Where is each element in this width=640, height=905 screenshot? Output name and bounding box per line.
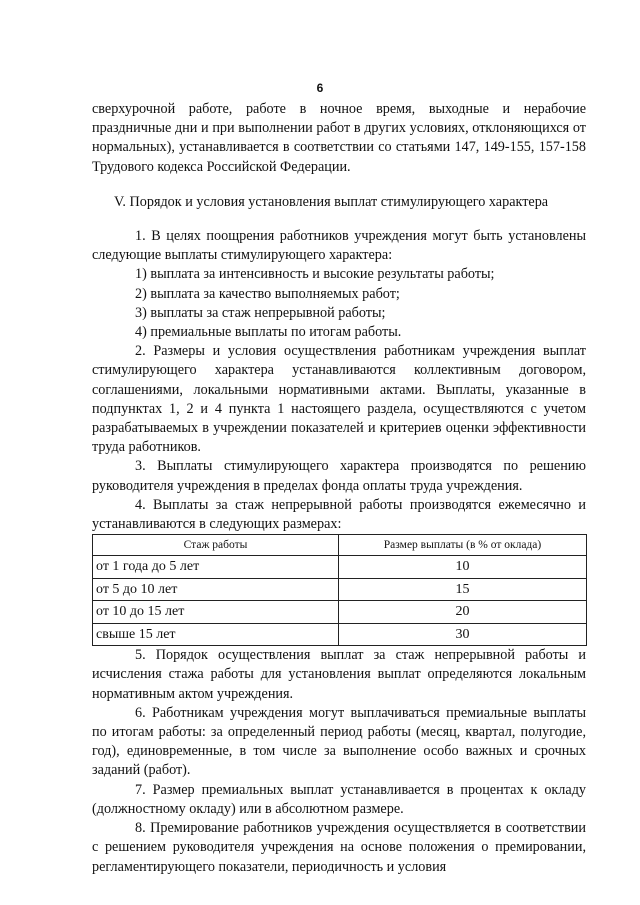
list-item: 1) выплата за интенсивность и высокие результаты работы; [135, 266, 495, 283]
table-cell-amount: 15 [339, 578, 587, 601]
paragraph-8: 8. Премирование работников учреждения осуществляется в соответствии с решением руководителя учреждения на основе положения о премировании, регламентирующего показатели, периодичность и условия [92, 820, 586, 875]
table-cell-amount: 20 [339, 601, 587, 624]
table-cell-seniority: от 10 до 15 лет [93, 601, 339, 624]
table-cell-seniority: свыше 15 лет [93, 623, 339, 646]
table-row [93, 601, 587, 624]
table-header-amount: Размер выплаты (в % от оклада) [339, 535, 587, 556]
paragraph-3: 3. Выплаты стимулирующего характера производятся по решению руководителя учреждения в пределах фонда оплаты труда учреждения. [92, 458, 586, 494]
table-cell-amount: 10 [339, 556, 587, 579]
section-title: V. Порядок и условия установления выплат стимулирующего характера [114, 193, 549, 210]
table-header-row [93, 535, 587, 556]
document-body [92, 100, 586, 877]
paragraph-4: 4. Выплаты за стаж непрерывной работы производятся ежемесячно и устанавливаются в следующих размерах: [92, 496, 586, 533]
paragraph-1: 1. В целях поощрения работников учреждения могут быть установлены следующие выплаты стимулирующего характера: [92, 228, 586, 264]
list-item: 4) премиальные выплаты по итогам работы. [135, 324, 402, 341]
paragraph-6: 6. Работникам учреждения могут выплачиваться премиальные выплаты по итогам работы: за определенный период работы (месяц, квартал, полугодие, год), единовременные, в том числе за выполнение особо важных и срочных заданий (работ). [92, 704, 586, 779]
table-row [93, 623, 587, 646]
table-cell-seniority: от 5 до 10 лет [93, 578, 339, 601]
table-row [93, 556, 587, 579]
page-number: 6 [316, 81, 324, 95]
paragraph-continuation: сверхурочной работе, работе в ночное время, выходные и нерабочие праздничные дни и при выполнении работ в других условиях, отклоняющихся от нормальных), устанавливается в соответствии со статьями 147, 149-155, 157-158 Трудового кодекса Российской Федерации. [92, 101, 586, 175]
table-cell-amount: 30 [339, 623, 587, 646]
list-item: 2) выплата за качество выполняемых работ; [135, 285, 400, 302]
paragraph-7: 7. Размер премиальных выплат устанавливается в процентах к окладу (должностному окладу) или в абсолютном размере. [92, 781, 586, 817]
list-item: 3) выплаты за стаж непрерывной работы; [135, 304, 386, 321]
table-row [93, 578, 587, 601]
table-header-seniority: Стаж работы [93, 535, 339, 556]
table-cell-seniority: от 1 года до 5 лет [93, 556, 339, 579]
paragraph-2: 2. Размеры и условия осуществления работникам учреждения выплат стимулирующего характера устанавливаются коллективным договором, соглашениями, локальными нормативными актами. Выплаты, указанные в подпунктах 1, 2 и 4 пункта 1 настоящего раздела, осуществляются с учетом разрабатываемых в учреждении показателей и критериев оценки эффективности труда работников. [92, 343, 586, 456]
paragraph-5: 5. Порядок осуществления выплат за стаж непрерывной работы и исчисления стажа работы для установления выплат определяются локальным нормативным актом учреждения. [92, 647, 586, 702]
seniority-table [92, 534, 587, 646]
